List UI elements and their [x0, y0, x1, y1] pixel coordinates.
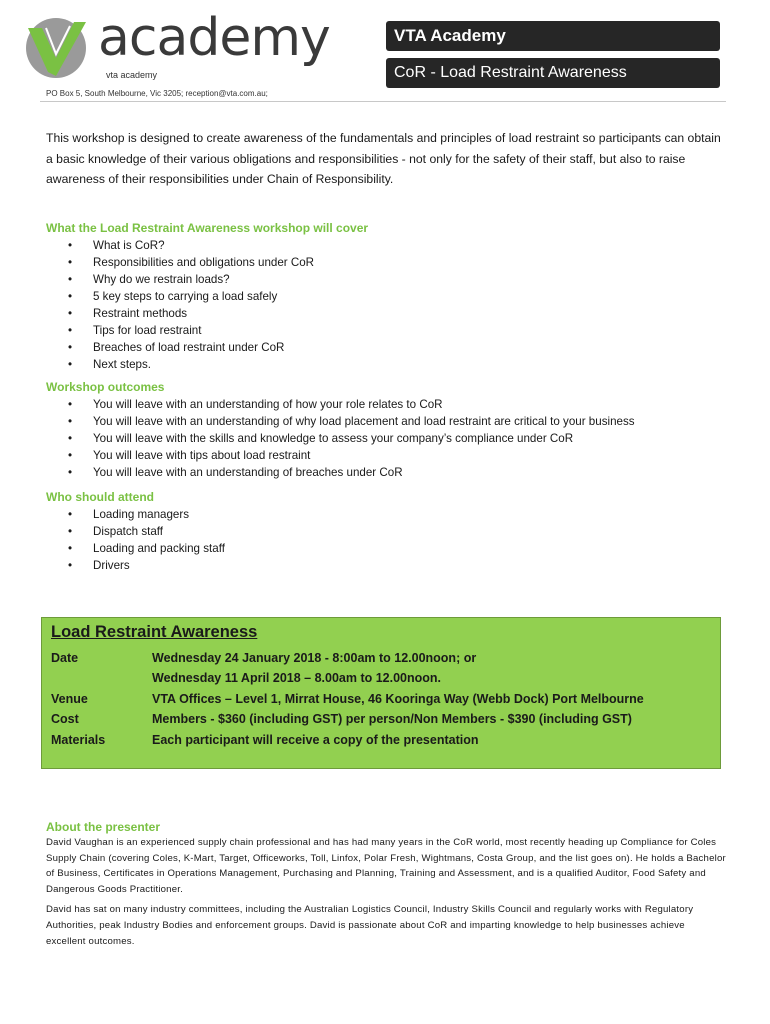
- postal-address: PO Box 5, South Melbourne, Vic 3205; reception@vta.com.au;: [46, 89, 268, 98]
- venue-row: [51, 692, 644, 706]
- presenter-heading: About the presenter: [46, 820, 161, 834]
- logo-subtext: vta academy: [106, 70, 158, 80]
- list-item: • You will leave with an understanding of breaches under CoR: [46, 464, 736, 481]
- list-item: • You will leave with the skills and knowledge to assess your company’s compliance under CoR: [46, 430, 736, 447]
- venue-label: Venue: [51, 692, 88, 706]
- workshop-details-box: [41, 617, 721, 769]
- outcomes-list: [46, 396, 736, 481]
- presenter-section: [46, 819, 726, 954]
- cover-heading: What the Load Restraint Awareness workshop will cover: [46, 221, 369, 235]
- list-item: • Loading and packing staff: [46, 540, 736, 557]
- logo-wordmark: academy: [98, 8, 330, 68]
- header-subtitle-box: [386, 58, 720, 88]
- list-item: • Breaches of load restraint under CoR: [46, 339, 736, 356]
- header-divider: [40, 101, 726, 102]
- header-title: VTA Academy: [394, 26, 506, 45]
- cost-row: [51, 712, 632, 726]
- materials-label: Materials: [51, 733, 106, 747]
- list-item: • You will leave with an understanding of how your role relates to CoR: [46, 396, 736, 413]
- cost-value: Members - $360 (including GST) per person/Non Members - $390 (including GST): [152, 712, 632, 726]
- presenter-bio: David Vaughan is an experienced supply chain professional and has had many years in the CoR world, most recently heading up Compliance for Coles Supply Chain (covering Coles, K-Mart, Target, Officeworks, Toll, Linfox, Polar Fresh, Wightmans, Costa Group, and the list goes on). He holds a Bachelor of Business, Certificates in Operations Management, Purchasing and Planning, Training and Assessment, and is a qualified Auditor, Food Safety and Dangerous Goods Practitioner.: [46, 837, 726, 895]
- header-subtitle: CoR - Load Restraint Awareness: [394, 64, 627, 81]
- list-item: • You will leave with tips about load restraint: [46, 447, 736, 464]
- date-value-2: Wednesday 11 April 2018 – 8.00am to 12.00noon.: [152, 671, 442, 685]
- date-row: [51, 651, 477, 665]
- intro-paragraph: This workshop is designed to create awareness of the fundamentals and principles of load restraint so participants can obtain a basic knowledge of their various obligations and responsibilities - not only for the safety of their staff, but also to raise awareness of their responsibilities under Chain of Responsibility.: [46, 131, 721, 186]
- list-item: • Restraint methods: [46, 305, 736, 322]
- list-item: • Responsibilities and obligations under CoR: [46, 254, 736, 271]
- attend-section: [46, 490, 736, 574]
- list-item: • Dispatch staff: [46, 523, 736, 540]
- presenter-committees: David has sat on many industry committees, including the Australian Logistics Council, Industry Skills Council and regularly works with Regulatory Authorities, peak Industry Bodies and enforcement groups. David is passionate about CoR and imparting knowledge to help businesses achieve excellent outcomes.: [46, 904, 694, 947]
- materials-row: [51, 733, 479, 747]
- cover-list: [46, 237, 736, 373]
- list-item: • Loading managers: [46, 506, 736, 523]
- vta-academy-logo: [26, 8, 330, 84]
- v-mark-icon: [26, 14, 106, 84]
- materials-value: Each participant will receive a copy of the presentation: [152, 733, 479, 747]
- venue-value: VTA Offices – Level 1, Mirrat House, 46 Kooringa Way (Webb Dock) Port Melbourne: [152, 692, 644, 706]
- list-item: • You will leave with an understanding of why load placement and load restraint are critical to your business: [46, 413, 736, 430]
- outcomes-heading: Workshop outcomes: [46, 380, 165, 394]
- details-title: Load Restraint Awareness: [51, 623, 258, 641]
- list-item: • Next steps.: [46, 356, 736, 373]
- list-item: • Tips for load restraint: [46, 322, 736, 339]
- list-item: • What is CoR?: [46, 237, 736, 254]
- date-row-2: [51, 671, 442, 685]
- list-item: • Drivers: [46, 557, 736, 574]
- header-title-box: [386, 21, 720, 51]
- list-item: • Why do we restrain loads?: [46, 271, 736, 288]
- attend-heading: Who should attend: [46, 490, 154, 504]
- attend-list: [46, 506, 736, 574]
- list-item: • 5 key steps to carrying a load safely: [46, 288, 736, 305]
- date-label: Date: [51, 651, 79, 665]
- cover-section: [46, 221, 736, 373]
- outcomes-section: [46, 380, 736, 481]
- cost-label: Cost: [51, 712, 79, 726]
- date-value-1: Wednesday 24 January 2018 - 8:00am to 12.00noon; or: [152, 651, 477, 665]
